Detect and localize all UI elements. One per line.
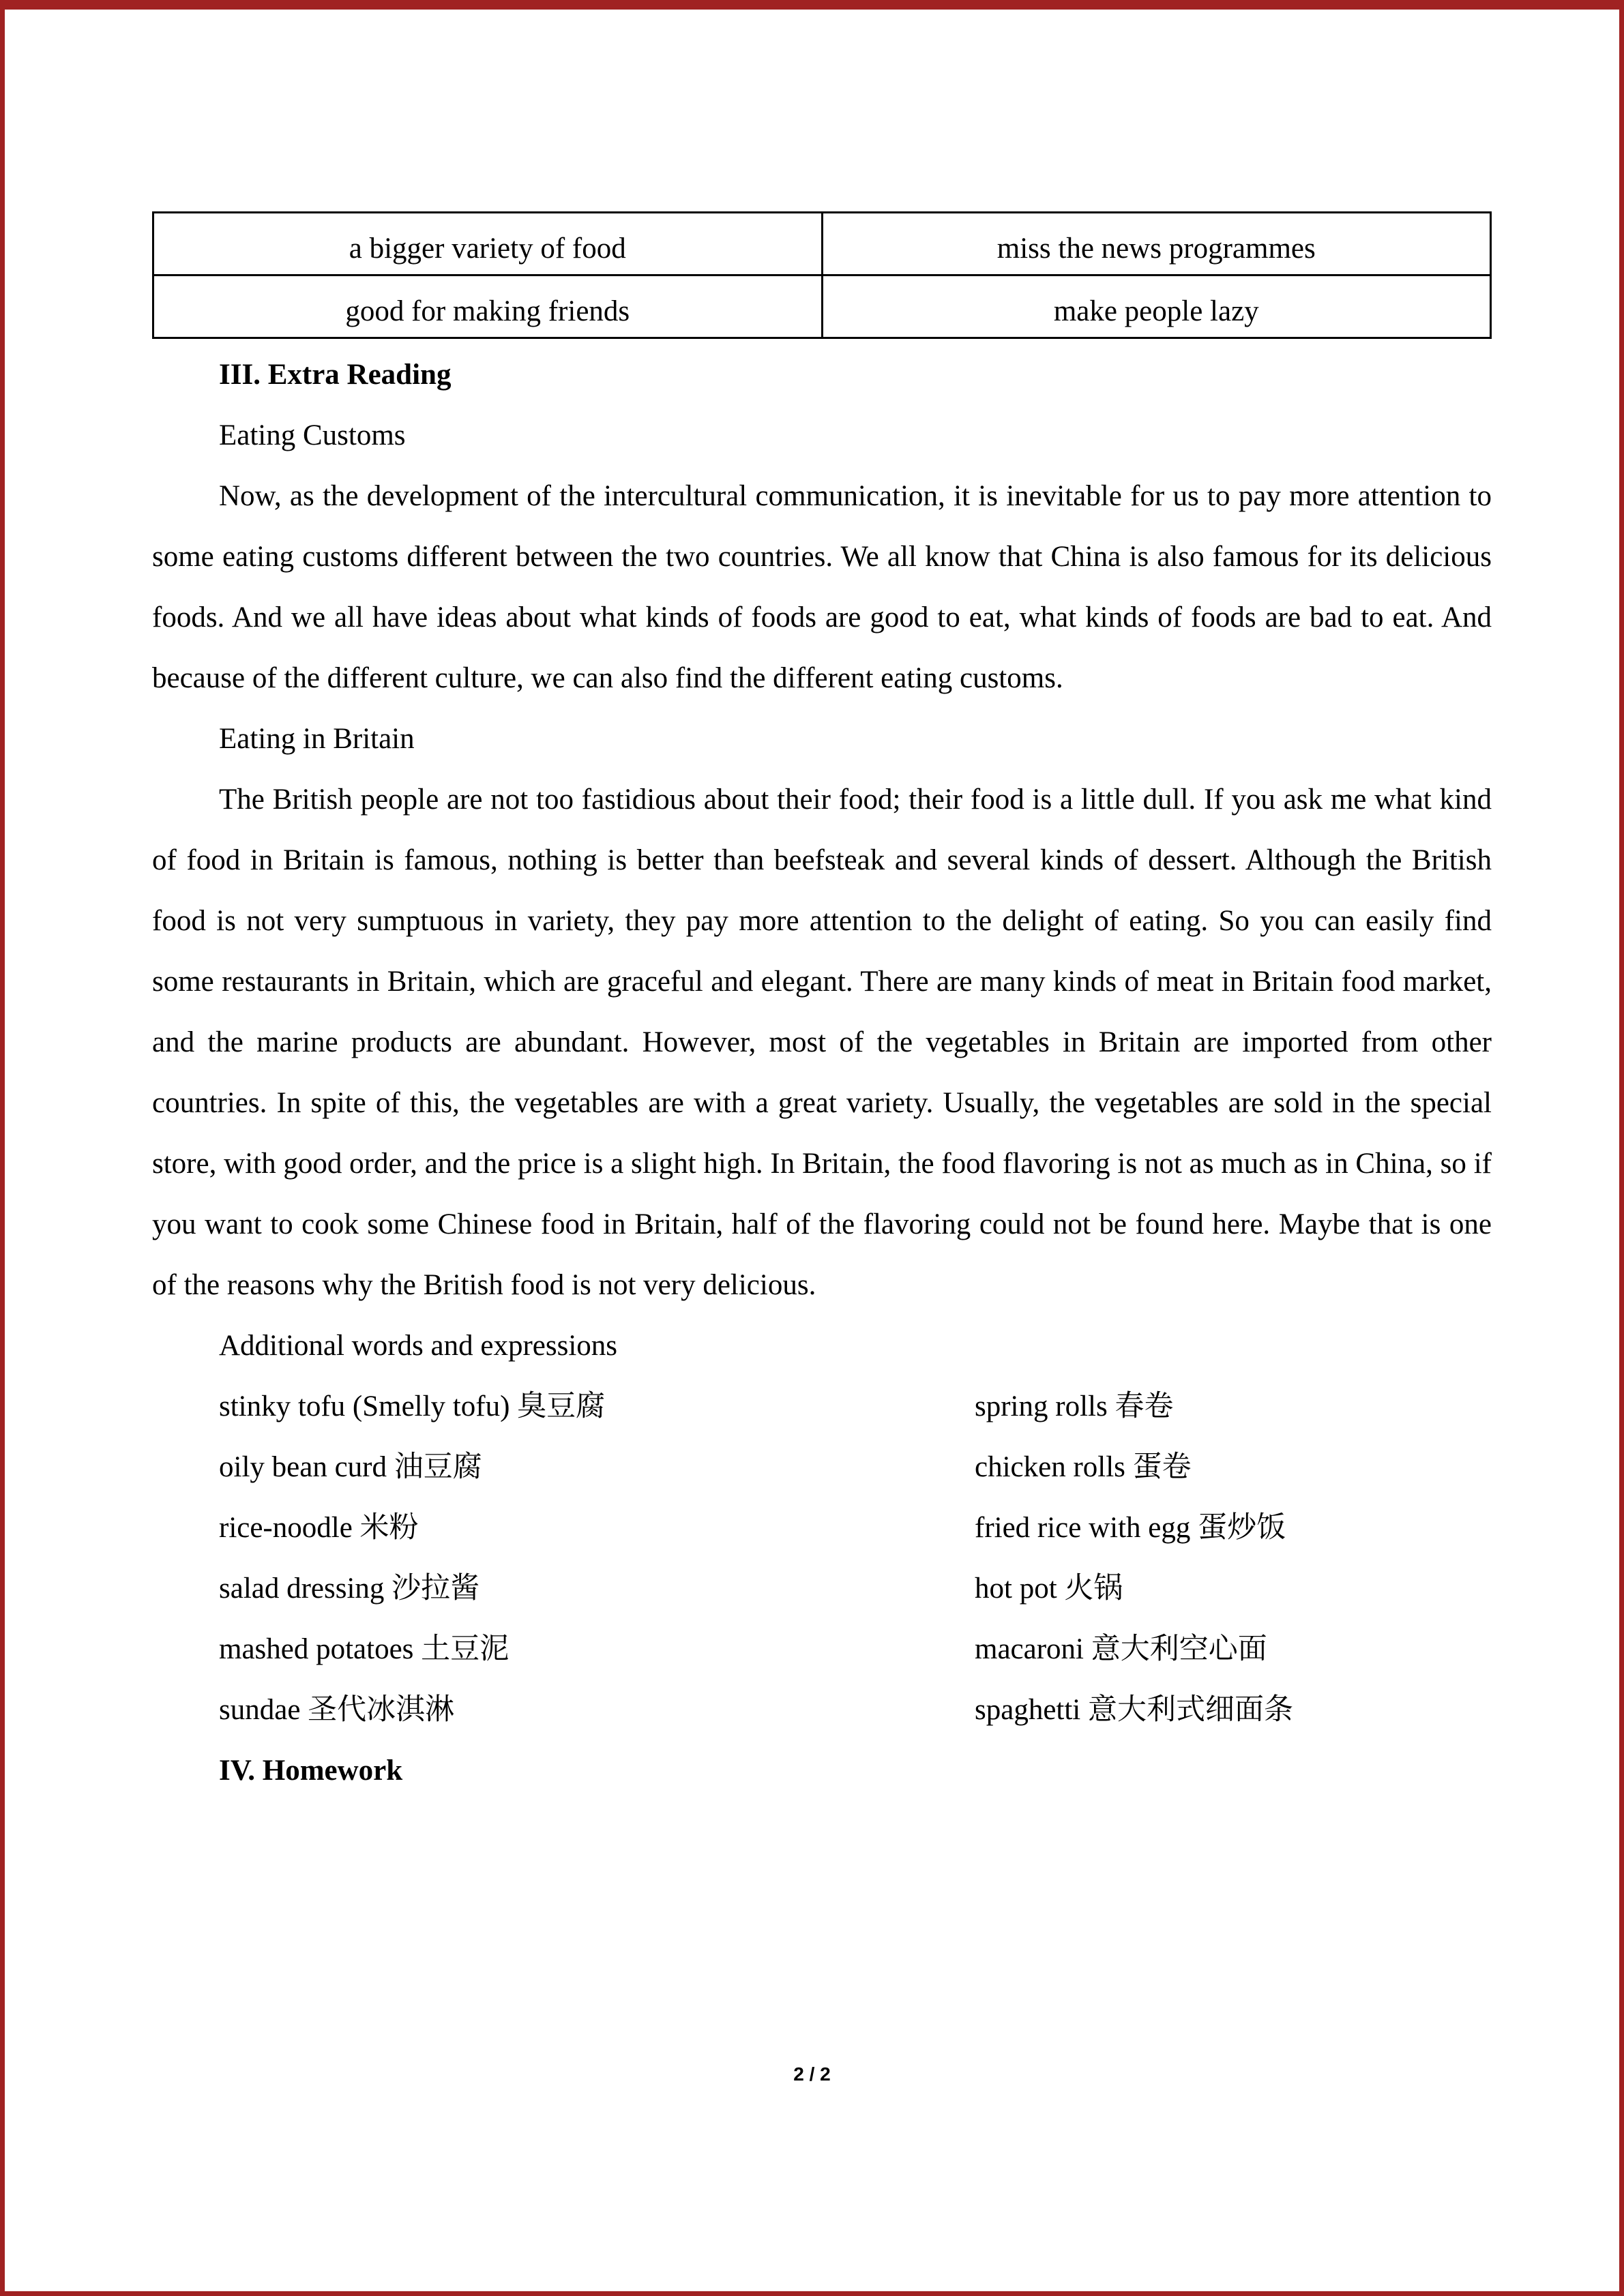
word-entry-left: mashed potatoes 土豆泥 (219, 1633, 510, 1665)
eating-customs-title: Eating Customs (219, 419, 406, 451)
table-cell: a bigger variety of food (153, 213, 823, 275)
word-row (152, 1558, 1492, 1619)
eating-customs-paragraph: Now, as the development of the intercultural communication, it is inevitable for us to pay more attention to some eating customs different between the two countries. We all know that China is also famous for its delicious foods. And we all have ideas about what kinds of foods are good to eat, what kinds of foods are bad to eat. And because of the different culture, we can also find the different eating customs. (152, 480, 1492, 694)
table-row (153, 213, 1491, 275)
word-entry-left: stinky tofu (Smelly tofu) 臭豆腐 (219, 1390, 606, 1422)
table-row (153, 275, 1491, 338)
homework-heading: IV. Homework (219, 1755, 403, 1787)
word-row (152, 1376, 1492, 1437)
table-cell: good for making friends (153, 275, 823, 338)
word-entry-left: sundae 圣代冰淇淋 (219, 1694, 455, 1726)
word-entry-left: salad dressing 沙拉酱 (219, 1572, 480, 1605)
word-entry-right: hot pot 火锅 (975, 1572, 1123, 1605)
word-entry-right: spring rolls 春卷 (975, 1390, 1174, 1422)
document-content (152, 211, 1492, 1801)
word-entry-right: chicken rolls 蛋卷 (975, 1451, 1192, 1483)
word-entry-left: oily bean curd 油豆腐 (219, 1451, 482, 1483)
additional-words-title: Additional words and expressions (219, 1330, 618, 1362)
word-row (152, 1619, 1492, 1680)
word-row (152, 1437, 1492, 1497)
comparison-table (152, 211, 1492, 339)
word-row (152, 1497, 1492, 1558)
word-entry-right: macaroni 意大利空心面 (975, 1633, 1267, 1665)
eating-in-britain-title: Eating in Britain (219, 723, 415, 755)
word-entry-right: fried rice with egg 蛋炒饭 (975, 1512, 1286, 1544)
word-entry-right: spaghetti 意大利式细面条 (975, 1694, 1293, 1726)
page-number: 2 / 2 (793, 2063, 831, 2085)
eating-in-britain-paragraph: The British people are not too fastidious about their food; their food is a little dull. If you ask me what kind of food in Britain is famous, nothing is better than beefsteak and several kinds of dessert. Although the British food is not very sumptuous in variety, they pay more attention to the delight of eating. So you can easily find some restaurants in Britain, which are graceful and elegant. There are many kinds of meat in Britain food market, and the marine products are abundant. However, most of the vegetables in Britain are imported from other countries. In spite of this, the vegetables are with a great variety. Usually, the vegetables are sold in the special store, with good order, and the price is a slight high. In Britain, the food flavoring is not as much as in China, so if you want to cook some Chinese food in Britain, half of the flavoring could not be found here. Maybe that is one of the reasons why the British food is not very delicious. (152, 784, 1492, 1301)
table-cell: miss the news programmes (822, 213, 1491, 275)
word-list (152, 1376, 1492, 1740)
table-cell: make people lazy (822, 275, 1491, 338)
word-entry-left: rice-noodle 米粉 (219, 1512, 419, 1544)
word-row (152, 1680, 1492, 1740)
extra-reading-heading: III. Extra Reading (219, 359, 452, 391)
